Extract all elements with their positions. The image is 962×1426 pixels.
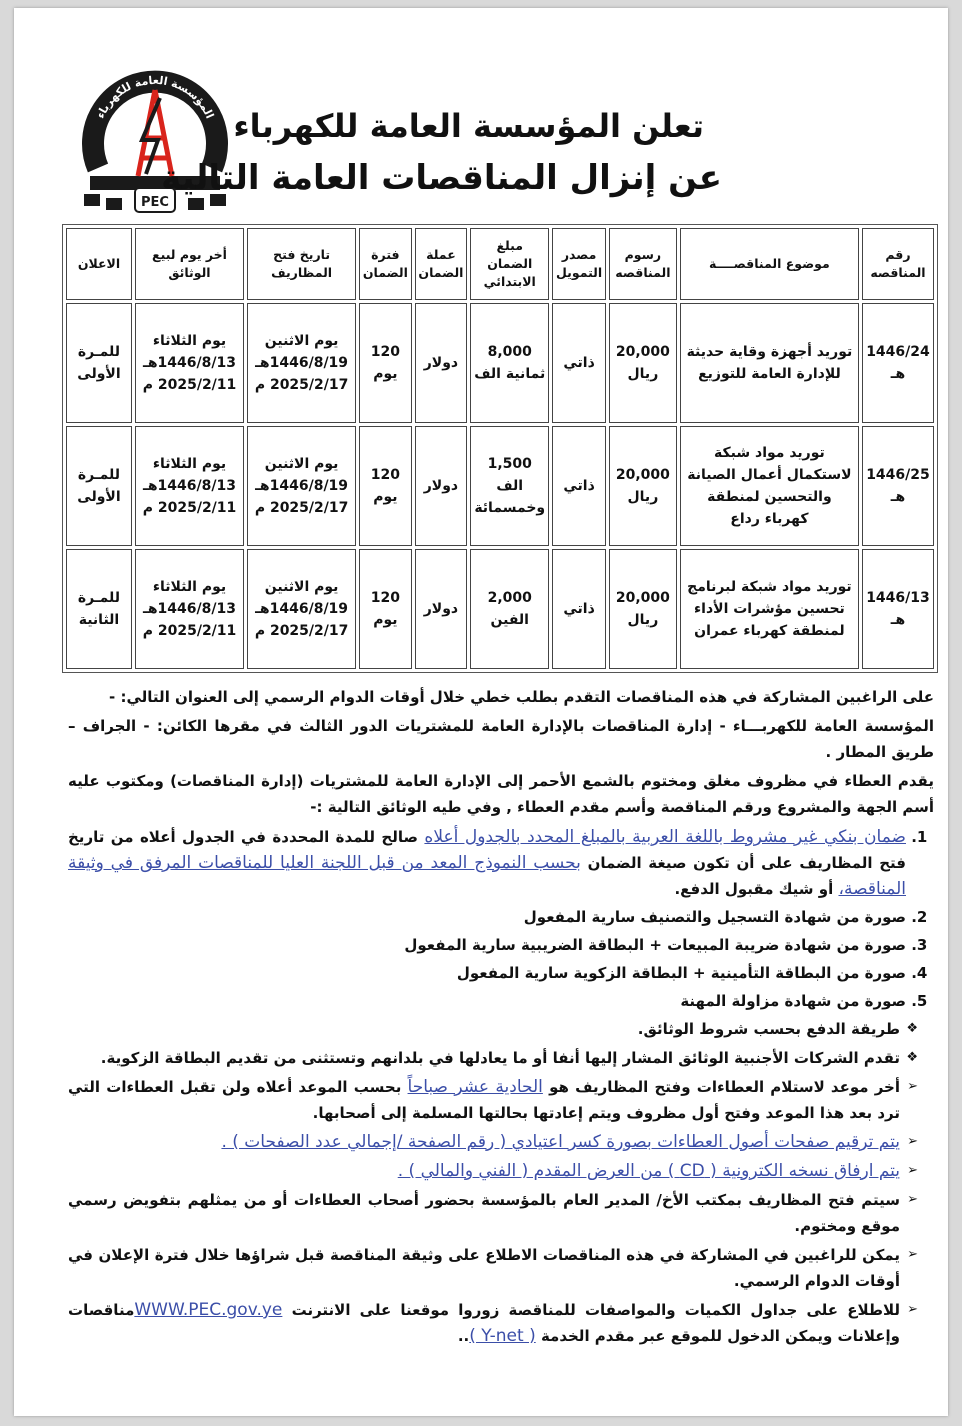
announcement-page [14,8,948,1416]
deadline-time-link[interactable]: الحادية عشر صباحاً [407,1077,543,1097]
intro-paragraph-1: على الراغبين المشاركة في هذه المناقصات التقدم بطلب خطي خلال أوقات الدوام الرسمي إلى العنوان التالي: - [109,688,934,706]
tender-funding: ذاتي [552,303,606,423]
list-item: 2. صورة من شهادة التسجيل والتصنيف سارية المفعول [68,904,906,930]
website-link[interactable]: WWW.PEC.gov.ye [134,1300,283,1320]
title-line-2: عن إنزال المناقصات العامة التالية [161,158,722,198]
tender-currency: دولار [415,303,468,423]
list-item: ➢ سيتم فتح المظاريف بمكتب الأخ/ المدير العام بالمؤسسة بحضور أصحاب العطاءات أو من يمثلهم بتفويض رسمي موقع ومختوم. [68,1187,918,1239]
tender-open-date: يوم الاثنين 1446/8/19هـ 2025/2/17 م [247,426,356,546]
table-header-row [66,228,934,300]
tender-open-date: يوم الاثنين 1446/8/19هـ 2025/2/17 م [247,549,356,669]
tender-period: 120 يوم [359,426,412,546]
col-last-sale-date: أخر يوم لبيع الوثائق [135,228,244,300]
logo-arc-text: المؤسسة العامة للكهرباء [93,73,217,121]
tender-number: 1446/25 هـ [862,426,934,546]
tender-fee: 20,000 ريال [609,549,677,669]
list-item: ➢ أخر موعد لاستلام العطاءات وفتح المظاريف هو الحادية عشر صباحاً بحسب الموعد أعلاه ولن تقبل العطاءات التي ترد بعد هذا الموعد وفتح أول مظروف ويتم إعادتها بحالتها المسلمة إلى أصحابها. [68,1074,918,1126]
page-numbering-link[interactable]: يتم ترقيم صفحات أصول العطاءات بصورة كسر اعتيادي ( رقم الصفحة /إجمالي عدد الصفحات ) . [221,1132,900,1152]
col-funding: مصدر التمويل [552,228,606,300]
tender-fee: 20,000 ريال [609,426,677,546]
tender-announcement: للمـرة الأولى [66,303,132,423]
tender-period: 120 يوم [359,549,412,669]
title-line-1: تعلن المؤسسة العامة للكهرباء [233,107,704,145]
table-row [66,549,934,669]
col-currency: عملة الضمان [415,228,468,300]
arrow-bullet-icon: ➢ [907,1163,918,1178]
tender-currency: دولار [415,549,468,669]
col-fee: رسوم المناقصه [609,228,677,300]
list-item: ❖ تقدم الشركات الأجنبية الوثائق المشار إليها أنفا أو ما يعادلها في بلدانهم وتستثنى من تقديم البطاقة الزكوية. [68,1045,918,1071]
cd-copy-link[interactable]: يتم ارفاق نسخه الكترونية ( CD ) من العرض المقدم ( الفني والمالي ) . [397,1161,900,1181]
arrow-bullet-icon: ➢ [907,1192,918,1207]
col-open-date: تاريخ فتح المظاريف [247,228,356,300]
arrow-bullet-icon: ➢ [907,1134,918,1149]
col-tender-number: رقم المناقصه [862,228,934,300]
col-subject: موضوع المناقصــــة [680,228,859,300]
diamond-bullet-icon: ❖ [906,1021,918,1036]
tender-sale-date: يوم الثلاثاء 1446/8/13هـ 2025/2/11 م [135,549,244,669]
tender-announcement: للمـرة الأولى [66,426,132,546]
tender-subject: توريد مواد شبكة لاستكمال أعمال الصيانة والتحسين لمنطقة كهرباء رداع [680,426,859,546]
tender-currency: دولار [415,426,468,546]
tender-fee: 20,000 ريال [609,303,677,423]
arrow-bullet-icon: ➢ [907,1302,918,1317]
list-item: ❖ طريقة الدفع بحسب شروط الوثائق. [68,1016,918,1042]
tender-number: 1446/24 هـ [862,303,934,423]
tender-subject: توريد أجهزة وقاية حديثة للإدارة العامة للتوزيع [680,303,859,423]
tender-guarantee: 8,000 ثمانية الف [470,303,549,423]
tender-funding: ذاتي [552,426,606,546]
announcement-body [68,684,934,1352]
logo-abbr: PEC [141,195,169,210]
diamond-bullet-icon: ❖ [906,1050,918,1065]
arrow-bullet-icon: ➢ [907,1247,918,1262]
list-item: 3. صورة من شهادة ضريبة المبيعات + البطاقة الضريبية سارية المفعول [68,932,906,958]
notes-list [68,1016,934,1349]
isp-link[interactable]: ( Y-net ) [469,1326,536,1346]
guarantee-form-link[interactable]: بحسب النموذج المعد من قبل اللجنة العليا للمناقصات المرفق في وثيقة المناقصة، [68,853,906,899]
table-row [66,303,934,423]
tender-funding: ذاتي [552,549,606,669]
list-item: 4. صورة من البطاقة التأمينية + البطاقة الزكوية سارية المفعول [68,960,906,986]
table-row [66,426,934,546]
list-item: 1. ضمان بنكي غير مشروط باللغة العربية بالمبلغ المحدد بالجدول أعلاه صالح للمدة المحددة في الجدول أعلاه من تاريخ فتح المظاريف على أن تكون صيغة الضمان بحسب النموذج المعد من قبل اللجنة العليا للمناقصات المرفق في وثيقة المناقصة، أو شيك مقبول الدفع. [68,824,906,902]
intro-paragraph-2: المؤسسة العامة للكهربـــاء - إدارة المناقصات بالإدارة العامة للمشتريات الدور الثالث في مقرها الكائن: - الجراف – طريق المطار . [68,717,934,761]
list-item: ➢ للاطلاع على جداول الكميات والمواصفات للمناقصة زوروا موقعنا على الانترنت WWW.PEC.gov.yeمناقصات وإعلانات ويمكن الدخول للموقع عبر مقدم الخدمة ( Y-net ).. [68,1297,918,1349]
tender-announcement: للمـرة الثانية [66,549,132,669]
tender-sale-date: يوم الثلاثاء 1446/8/13هـ 2025/2/11 م [135,426,244,546]
tender-number: 1446/13 هـ [862,549,934,669]
required-documents-list [68,824,934,1014]
tender-guarantee: 1,500 الف وخمسمائة [470,426,549,546]
tenders-table [62,224,938,673]
tender-sale-date: يوم الثلاثاء 1446/8/13هـ 2025/2/11 م [135,303,244,423]
tender-period: 120 يوم [359,303,412,423]
list-item: 5. صورة من شهادة مزاولة المهنة [68,988,906,1014]
intro-paragraph-3: يقدم العطاء في مظروف مغلق ومختوم بالشمع الأحمر إلى الإدارة العامة للمشتريات (إدارة المناقصات) ومكتوب عليه أسم الجهة والمشروع ورقم المناقصة وأسم مقدم العطاء , وفي طيه الوثائق التالية :- [68,772,934,816]
col-announcement: الاعلان [66,228,132,300]
tender-guarantee: 2,000 الفين [470,549,549,669]
tender-subject: توريد مواد شبكة لبرنامج تحسين مؤشرات الأداء لمنطقة كهرباء عمران [680,549,859,669]
col-period: فترة الضمان [359,228,412,300]
list-item: ➢ يمكن للراغبين في المشاركة في هذه المناقصات الاطلاع على وثيقة المناقصة قبل شراؤها خلال فترة الإعلان في أوقات الدوام الرسمي. [68,1242,918,1294]
tender-open-date: يوم الاثنين 1446/8/19هـ 2025/2/17 م [247,303,356,423]
list-item [68,1129,918,1155]
bank-guarantee-link[interactable]: ضمان بنكي غير مشروط باللغة العربية بالمبلغ المحدد بالجدول أعلاه [424,827,906,847]
list-item [68,1158,918,1184]
col-guarantee-amount: مبلغ الضمان الابتدائي [470,228,549,300]
arrow-bullet-icon: ➢ [907,1079,918,1094]
